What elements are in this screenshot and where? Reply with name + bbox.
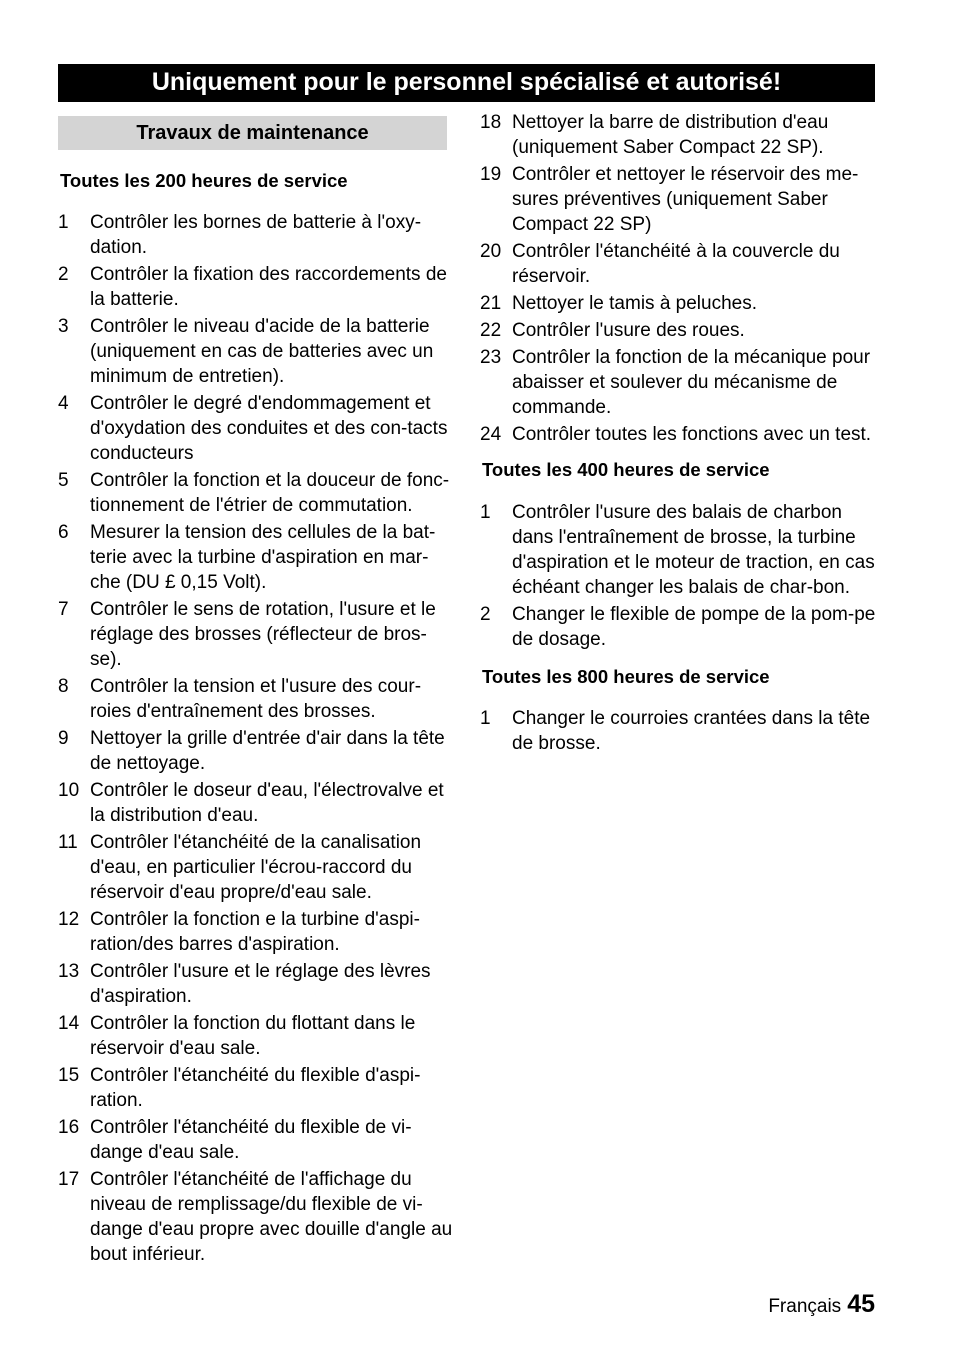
item-text: Contrôler la tension et l'usure des cour-roies d'entraînement des brosses.	[90, 676, 422, 722]
item-number: 1	[58, 212, 69, 233]
list-200-hours-continued	[480, 110, 880, 447]
item-text: Changer le courroies crantées dans la tête de brosse.	[512, 708, 871, 754]
item-number: 4	[58, 393, 69, 414]
list-item	[480, 345, 880, 420]
item-text: Nettoyer la grille d'entrée d'air dans la tête de nettoyage.	[90, 728, 445, 774]
list-item	[480, 110, 880, 160]
list-item	[58, 210, 458, 260]
item-text: Contrôler la fonction de la mécanique pour abaisser et soulever du mécanisme de commande.	[512, 347, 871, 418]
page-number: 45	[847, 1290, 875, 1318]
section-title: Travaux de maintenance	[58, 116, 447, 150]
list-item	[58, 468, 458, 518]
item-number: 20	[480, 241, 502, 262]
list-item	[58, 520, 458, 595]
item-number: 6	[58, 522, 69, 543]
item-number: 19	[480, 164, 502, 185]
item-number: 21	[480, 293, 502, 314]
item-number: 17	[58, 1169, 80, 1190]
item-text: Contrôler le doseur d'eau, l'électrovalve et la distribution d'eau.	[90, 780, 444, 826]
heading-400-hours: Toutes les 400 heures de service	[482, 459, 770, 480]
item-number: 11	[58, 832, 78, 853]
item-number: 1	[480, 708, 491, 729]
item-number: 9	[58, 728, 69, 749]
list-item	[480, 291, 880, 316]
item-text: Contrôler la fonction e la turbine d'aspi-ration/des barres d'aspiration.	[90, 909, 420, 955]
item-text: Contrôler la fonction et la douceur de fonc-tionnement de l'étrier de commutation.	[90, 470, 450, 516]
item-text: Contrôler l'étanchéité du flexible d'aspi-ration.	[90, 1065, 421, 1111]
list-400-hours	[480, 500, 880, 652]
item-number: 3	[58, 316, 69, 337]
list-item	[58, 778, 458, 828]
item-number: 18	[480, 112, 502, 133]
item-text: Contrôler toutes les fonctions avec un test.	[512, 424, 872, 445]
item-number: 2	[480, 604, 491, 625]
item-text: Contrôler le degré d'endommagement et d'oxydation des conduites et des con-tacts conducteurs	[90, 393, 448, 464]
heading-800-hours: Toutes les 800 heures de service	[482, 666, 770, 687]
footer-language: Français	[768, 1296, 842, 1317]
list-800-hours	[480, 706, 880, 756]
list-item	[480, 422, 880, 447]
list-item	[480, 706, 880, 756]
item-text: Contrôler le sens de rotation, l'usure et le réglage des brosses (réflecteur de bros-se).	[90, 599, 436, 670]
left-column	[58, 168, 458, 1269]
item-number: 1	[480, 502, 491, 523]
item-text: Contrôler l'usure et le réglage des lèvres d'aspiration.	[90, 961, 431, 1007]
list-item	[58, 1011, 458, 1061]
list-item	[58, 262, 458, 312]
item-number: 13	[58, 961, 80, 982]
item-text: Changer le flexible de pompe de la pom-pe de dosage.	[512, 604, 876, 650]
list-item	[58, 1167, 458, 1267]
list-item	[480, 239, 880, 289]
item-number: 23	[480, 347, 502, 368]
item-number: 8	[58, 676, 69, 697]
item-number: 2	[58, 264, 69, 285]
item-number: 7	[58, 599, 69, 620]
list-item	[58, 597, 458, 672]
list-item	[58, 674, 458, 724]
page-footer	[768, 1290, 875, 1319]
right-column	[480, 110, 880, 758]
item-text: Contrôler les bornes de batterie à l'oxy-dation.	[90, 212, 422, 258]
list-item	[480, 318, 880, 343]
list-item	[480, 602, 880, 652]
item-text: Contrôler la fonction du flottant dans le réservoir d'eau sale.	[90, 1013, 416, 1059]
list-item	[58, 391, 458, 466]
item-text: Contrôler l'étanchéité de l'affichage du niveau de remplissage/du flexible de vi-dange d'eau propre avec douille d'angle au bout inférieur.	[90, 1169, 453, 1265]
list-item	[58, 726, 458, 776]
heading-200-hours: Toutes les 200 heures de service	[60, 170, 348, 191]
item-number: 24	[480, 424, 502, 445]
item-text: Contrôler l'étanchéité du flexible de vi-dange d'eau sale.	[90, 1117, 412, 1163]
item-number: 14	[58, 1013, 80, 1034]
item-text: Contrôler l'usure des roues.	[512, 320, 745, 341]
item-number: 12	[58, 909, 80, 930]
list-item	[58, 830, 458, 905]
item-text: Contrôler et nettoyer le réservoir des me-sures préventives (uniquement Saber Compact 22 SP)	[512, 164, 859, 235]
item-number: 10	[58, 780, 80, 801]
item-text: Nettoyer la barre de distribution d'eau (uniquement Saber Compact 22 SP).	[512, 112, 829, 158]
item-number: 22	[480, 320, 502, 341]
item-text: Contrôler le niveau d'acide de la batterie (uniquement en cas de batteries avec un minimum de entretien).	[90, 316, 434, 387]
list-item	[58, 959, 458, 1009]
item-text: Contrôler l'usure des balais de charbon dans l'entraînement de brosse, la turbine d'aspiration et le moteur de traction, en cas échéant changer les balais de char-bon.	[512, 502, 875, 598]
item-number: 16	[58, 1117, 80, 1138]
item-text: Contrôler l'étanchéité de la canalisation d'eau, en particulier l'écrou-raccord du réservoir d'eau propre/d'eau sale.	[90, 832, 422, 903]
item-number: 15	[58, 1065, 80, 1086]
list-item	[58, 1063, 458, 1113]
item-text: Nettoyer le tamis à peluches.	[512, 293, 758, 314]
page-banner-title: Uniquement pour le personnel spécialisé et autorisé!	[58, 64, 875, 102]
item-number: 5	[58, 470, 69, 491]
list-200-hours	[58, 210, 458, 1267]
list-item	[480, 162, 880, 237]
item-text: Contrôler la fixation des raccordements de la batterie.	[90, 264, 447, 310]
item-text: Contrôler l'étanchéité à la couvercle du réservoir.	[512, 241, 840, 287]
list-item	[480, 500, 880, 600]
list-item	[58, 1115, 458, 1165]
list-item	[58, 314, 458, 389]
item-text: Mesurer la tension des cellules de la bat-terie avec la turbine d'aspiration en mar-che (DU £ 0,15 Volt).	[90, 522, 436, 593]
list-item	[58, 907, 458, 957]
